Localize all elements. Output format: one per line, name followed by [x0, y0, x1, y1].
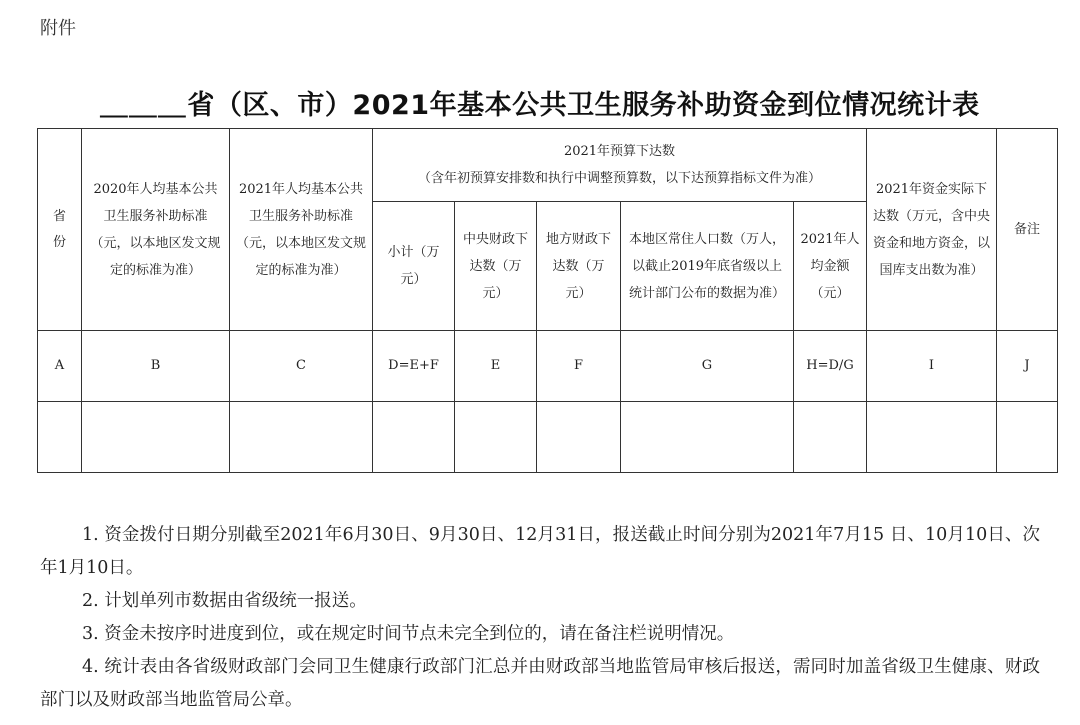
header-per-capita: 2021年人均金额（元）: [794, 202, 867, 331]
attachment-label: 附件: [40, 18, 76, 39]
code-cell: E: [455, 331, 537, 402]
notes-section: [40, 519, 1040, 717]
entry-cell[interactable]: [373, 402, 455, 473]
header-2020-standard: 2020年人均基本公共卫生服务补助标准（元，以本地区发文规定的标准为准）: [82, 129, 230, 331]
code-cell: D=E+F: [373, 331, 455, 402]
note-4: 4. 统计表由各省级财政部门会同卫生健康行政部门汇总并由财政部当地监管局审核后报送，需同时加盖省级卫生健康、财政部门以及财政部当地监管局公章。: [40, 657, 1040, 710]
budget-group-title: 2021年预算下达数: [563, 144, 676, 159]
code-cell: H=D/G: [794, 331, 867, 402]
entry-cell[interactable]: [38, 402, 82, 473]
header-budget-group: [373, 129, 867, 202]
header-actual-issued: 2021年资金实际下达数（万元，含中央资金和地方资金，以国库支出数为准）: [867, 129, 997, 331]
header-central-finance: 中央财政下达数（万元）: [455, 202, 537, 331]
data-entry-row: [38, 402, 1058, 473]
code-cell: I: [867, 331, 997, 402]
entry-cell[interactable]: [997, 402, 1058, 473]
entry-cell[interactable]: [537, 402, 621, 473]
code-cell: B: [82, 331, 230, 402]
statistics-table: [37, 128, 1058, 473]
entry-cell[interactable]: [794, 402, 867, 473]
header-subtotal: 小计（万元）: [373, 202, 455, 331]
entry-cell[interactable]: [230, 402, 373, 473]
code-cell: C: [230, 331, 373, 402]
title-text: 省（区、市）2021年基本公共卫生服务补助资金到位情况统计表: [187, 90, 980, 121]
entry-cell[interactable]: [455, 402, 537, 473]
code-cell: G: [621, 331, 794, 402]
document-title: [0, 83, 1080, 122]
entry-cell[interactable]: [621, 402, 794, 473]
code-cell: F: [537, 331, 621, 402]
entry-cell[interactable]: [867, 402, 997, 473]
header-remarks: 备注: [997, 129, 1058, 331]
header-population: 本地区常住人口数（万人，以截止2019年底省级以上统计部门公布的数据为准）: [621, 202, 794, 331]
code-row: [38, 331, 1058, 402]
entry-cell[interactable]: [82, 402, 230, 473]
budget-group-note: （含年初预算安排数和执行中调整预算数，以下达预算指标文件为准）: [417, 171, 821, 186]
note-2: 2. 计划单列市数据由省级统一报送。: [82, 591, 367, 611]
note-3: 3. 资金未按序时进度到位，或在规定时间节点未完全到位的，请在备注栏说明情况。: [82, 624, 735, 644]
code-cell: J: [997, 331, 1058, 402]
note-1: 1. 资金拨付日期分别截至2021年6月30日、9月30日、12月31日，报送截止时间分别为2021年7月15 日、10月10日、次年1月10日。: [40, 525, 1040, 578]
header-2021-standard: 2021年人均基本公共卫生服务补助标准（元，以本地区发文规定的标准为准）: [230, 129, 373, 331]
header-province: 省 份: [38, 129, 82, 331]
title-blank: ＿＿＿: [100, 90, 188, 121]
header-local-finance: 地方财政下达数（万元）: [537, 202, 621, 331]
code-cell: A: [38, 331, 82, 402]
